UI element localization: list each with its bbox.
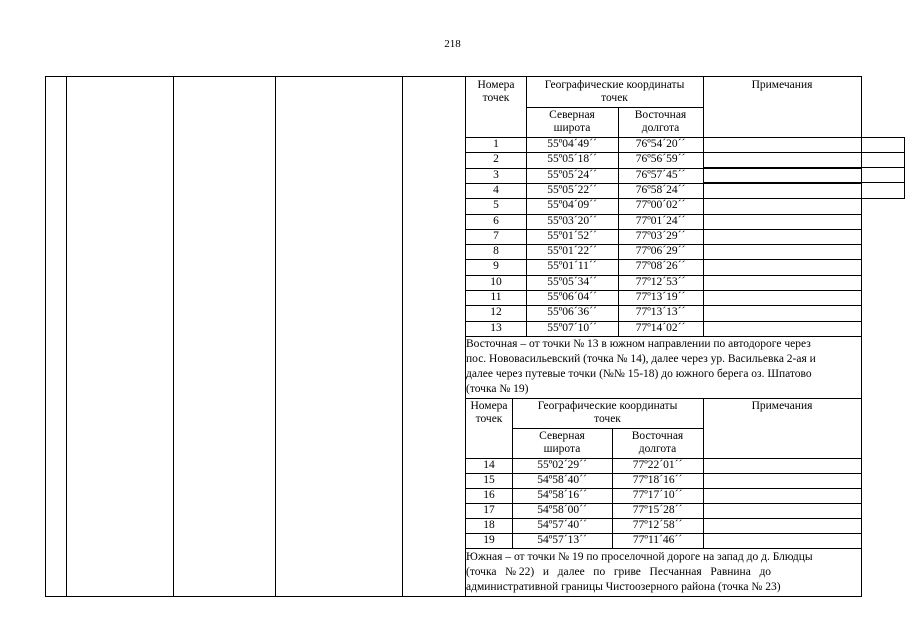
point-number: 18 xyxy=(483,519,495,531)
latitude-cell: 55º01´52´´ xyxy=(547,229,597,242)
point-number: 9 xyxy=(493,260,499,273)
point-number: 6 xyxy=(493,214,499,227)
paragraph-south-line: (точка № 22) и далее по гриве Песчанная Равнина до xyxy=(466,566,772,578)
latitude-cell: 54º58´00´´ xyxy=(537,504,587,516)
longitude-cell: 77º18´16´´ xyxy=(632,474,683,486)
paragraph-south xyxy=(466,550,860,595)
header-coords-line1: Географические координаты xyxy=(544,79,685,91)
latitude-cell: 54º57´13´´ xyxy=(537,534,587,546)
longitude-cell: 77º22´01´´ xyxy=(632,459,683,471)
latitude-cell: 55º05´18´´ xyxy=(547,153,597,166)
paragraph-east-line: Восточная – от точки № 13 в южном направлении по автодороге через xyxy=(466,338,811,350)
paragraph-south-line: административной границы Чистоозерного района (точка № 23) xyxy=(466,581,781,593)
header-notes: Примечания xyxy=(751,400,813,412)
header-lon-line1: Восточная xyxy=(631,430,684,442)
header-points-line1: Номера xyxy=(470,400,508,412)
point-number: 17 xyxy=(483,504,495,516)
paragraph-east-line: далее через путевые точки (№№ 15-18) до южного берега оз. Шпатово xyxy=(466,368,812,380)
header-lat-line2: широта xyxy=(553,122,591,134)
point-number: 4 xyxy=(493,183,499,196)
point-number: 2 xyxy=(493,153,499,166)
header-notes: Примечания xyxy=(751,79,813,91)
point-number: 1 xyxy=(493,138,499,150)
point-number: 11 xyxy=(490,291,502,303)
header-points-line2: точек xyxy=(475,413,503,425)
header-lon-line2: долгота xyxy=(641,122,680,134)
header-coords-line2: точек xyxy=(594,413,621,425)
point-number: 3 xyxy=(493,168,499,181)
latitude-cell: 54º58´16´´ xyxy=(537,489,587,501)
paragraph-south-line: Южная – от точки № 19 по проселочной дороге на запад до д. Блюдцы xyxy=(466,551,813,563)
header-lat-line2: широта xyxy=(543,443,581,455)
longitude-cell: 77º12´58´´ xyxy=(632,519,683,531)
header-lon-line1: Восточная xyxy=(634,109,687,121)
longitude-cell: 77º08´26´´ xyxy=(635,260,686,273)
latitude-cell: 55º01´22´´ xyxy=(547,245,597,258)
latitude-cell: 55º05´24´´ xyxy=(547,168,597,181)
header-lon-line2: долгота xyxy=(638,443,677,455)
page-number: 218 xyxy=(444,38,461,50)
header-lat-line1: Северная xyxy=(549,109,595,121)
header-points-line2: точек xyxy=(482,92,510,104)
latitude-cell: 54º58´40´´ xyxy=(537,474,587,486)
longitude-cell: 77º12´53´´ xyxy=(635,275,686,288)
latitude-cell: 55º04´49´´ xyxy=(547,138,597,150)
point-number: 8 xyxy=(493,245,499,258)
longitude-cell: 77º06´29´´ xyxy=(635,245,686,258)
longitude-cell: 77º01´24´´ xyxy=(635,214,686,227)
paragraph-east-line: (точка № 19) xyxy=(466,383,529,395)
latitude-cell: 55º06´36´´ xyxy=(547,306,597,319)
point-number: 16 xyxy=(483,489,495,501)
longitude-cell: 77º14´02´´ xyxy=(635,321,686,334)
point-number: 5 xyxy=(493,199,499,212)
longitude-cell: 76º56´59´´ xyxy=(635,153,686,166)
latitude-cell: 55º06´04´´ xyxy=(547,291,597,303)
point-number: 10 xyxy=(490,275,502,288)
paragraph-east xyxy=(466,337,860,397)
latitude-cell: 55º01´11´´ xyxy=(547,260,597,273)
longitude-cell: 77º11´46´´ xyxy=(632,534,683,546)
latitude-cell: 55º03´20´´ xyxy=(547,214,597,227)
point-number: 14 xyxy=(483,459,495,471)
longitude-cell: 77º03´29´´ xyxy=(635,229,686,242)
point-number: 7 xyxy=(493,229,499,242)
point-number: 12 xyxy=(490,306,502,319)
header-points-line1: Номера xyxy=(477,79,515,91)
header-coords-line1: Географические координаты xyxy=(537,400,678,412)
latitude-cell: 55º04´09´´ xyxy=(547,199,597,212)
longitude-cell: 76º57´45´´ xyxy=(635,168,686,181)
longitude-cell: 77º13´13´´ xyxy=(635,306,686,319)
longitude-cell: 77º13´19´´ xyxy=(635,291,686,303)
header-coords-line2: точек xyxy=(601,92,628,104)
longitude-cell: 77º15´28´´ xyxy=(632,504,683,516)
latitude-cell: 55º05´34´´ xyxy=(547,275,597,288)
point-number: 13 xyxy=(490,321,502,334)
longitude-cell: 76º58´24´´ xyxy=(635,183,686,196)
longitude-cell: 76º54´20´´ xyxy=(635,138,686,150)
latitude-cell: 55º02´29´´ xyxy=(537,459,587,471)
latitude-cell: 55º07´10´´ xyxy=(547,321,597,334)
point-number: 15 xyxy=(483,474,495,486)
longitude-cell: 77º17´10´´ xyxy=(632,489,683,501)
point-number: 19 xyxy=(483,534,495,546)
header-lat-line1: Северная xyxy=(539,430,585,442)
longitude-cell: 77º00´02´´ xyxy=(635,199,686,212)
latitude-cell: 55º05´22´´ xyxy=(547,183,597,196)
latitude-cell: 54º57´40´´ xyxy=(537,519,587,531)
paragraph-east-line: пос. Нововасильевский (точка № 14), далее через ур. Васильевка 2-ая и xyxy=(466,353,816,365)
